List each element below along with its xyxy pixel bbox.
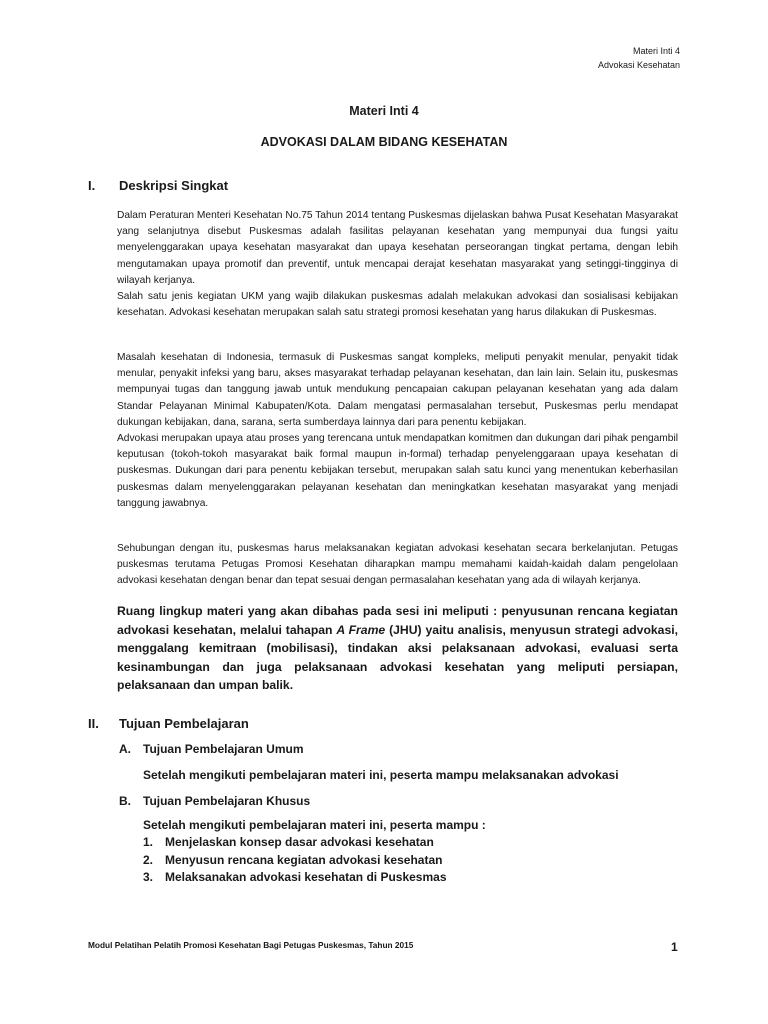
objectives-list [143,835,447,888]
paragraph-2-text: Salah satu jenis kegiatan UKM yang wajib dilakukan puskesmas adalah melakukan advokasi dan sosialisasi kebijakan kesehatan. Advokasi kesehatan merupakan salah satu strategi promosi kesehatan yang harus dilakukan di Puskesmas. [117,291,678,319]
subsection-b-letter: B. [119,794,131,808]
list-item-text: Melaksanakan advokasi kesehatan di Puskesmas [165,870,447,884]
paragraph-5: Sehubungan dengan itu, puskesmas harus melaksanakan kegiatan advokasi kesehatan secara berkelanjutan. Petugas puskesmas terutama Petugas Promosi Kesehatan diharapkan mampu memahami kaidah-kaidah dalam pengelolaan advokasi kesehatan dengan benar dan tepat sesuai dengan permasalahan kesehatan yang ada di wilayah kerjanya. [117,543,678,587]
section-2-number: II. [88,716,99,731]
section-2-title: Tujuan Pembelajaran [119,716,249,731]
paragraph-1 [117,208,678,321]
subsection-b-intro: Setelah mengikuti pembelajaran materi ini, peserta mampu : [143,818,486,832]
document-subtitle: Materi Inti 4 [349,104,419,118]
running-header [598,44,680,72]
scope-text-a: Ruang lingkup materi yang akan dibahas pada sesi ini meliputi : penyusunan rencana kegiatan advokasi kesehatan, melalui tahapan [117,604,678,637]
scope-text-b: (JHU) yaitu analisis, menyusun strategi advokasi, menggalang kemitraan (mobilisasi), tindakan aksi pelaksanaan advokasi, evaluasi serta kesinambungan dan juga pelaksanaan advokasi kesehatan yang meliputi persiapan, pelaksanaan dan umpan balik. [117,622,679,692]
paragraph-3 [117,350,678,512]
list-item-text: Menyusun rencana kegiatan advokasi kesehatan [165,852,443,867]
paragraph-scope [117,602,678,695]
subsection-a-text: Setelah mengikuti pembelajaran materi ini, peserta mampu melaksanakan advokasi [143,768,619,782]
paragraph-1-text: Dalam Peraturan Menteri Kesehatan No.75 Tahun 2014 tentang Puskesmas dijelaskan bahwa Pusat Kesehatan Masyarakat yang selanjutnya disebut Puskesmas adalah fasilitas pelayanan kesehatan yang mempunyai dua fungsi yaitu menyelenggarakan upaya kesehatan masyarakat dan upaya kesehatan perseorangan tingkat pertama, dengan lebih mengutamakan upaya promotif dan preventif, untuk mencapai derajat kesehatan masyarakat yang setinggi-tingginya di wilayah kerjanya. [117,210,678,286]
section-1-number: I. [88,178,96,193]
subsection-a-title: Tujuan Pembelajaran Umum [143,742,304,756]
list-item-text: Menjelaskan konsep dasar advokasi kesehatan [165,835,434,849]
section-1-title: Deskripsi Singkat [119,178,229,193]
list-item [143,870,447,888]
list-item-number: 3. [143,870,154,884]
footer-text: Modul Pelatihan Pelatih Promosi Kesehatan Bagi Petugas Puskesmas, Tahun 2015 [88,940,414,950]
scope-text-em: A Frame [336,622,386,637]
header-line-1: Materi Inti 4 [632,46,680,56]
list-item-number: 1. [143,835,154,849]
list-item [143,835,447,853]
paragraph-4-text: Advokasi merupakan upaya atau proses yang terencana untuk mendapatkan komitmen dan dukungan dari pihak pengambil keputusan (tokoh-tokoh masyarakat baik formal maupun in-formal) terhadap penyelenggaraan upaya kesehatan di puskesmas. Dukungan dari para penentu kebijakan tersebut, merupakan salah satu kunci yang menentukan keberhasilan puskesmas dalam menyelenggarakan pelayanan kesehatan dan meningkatkan kesehatan masyarakat yang menjadi tanggung jawabnya. [117,433,678,509]
list-item-number: 2. [143,852,154,867]
paragraph-3-text: Masalah kesehatan di Indonesia, termasuk di Puskesmas sangat kompleks, meliputi penyakit menular, penyakit tidak menular, penyakit infeksi yang baru, akses masyarakat terhadap pelayanan kesehatan, dan lain lain. Selain itu, puskesmas mempunyai tugas dan tanggung jawab untuk mendukung pencapaian cakupan pelayanan kesehatan yang ada dalam Standar Pelayanan Minimal Kabupaten/Kota. Dalam mengatasi permasalahan tersebut, Puskesmas perlu mendapat dukungan kebijakan, dana, sarana, serta sumberdaya lainnya dari para penentu kebijakan. [117,352,678,428]
subsection-a-letter: A. [119,742,131,756]
list-item [143,853,447,871]
subsection-b-title: Tujuan Pembelajaran Khusus [143,794,311,808]
header-line-2: Advokasi Kesehatan [597,60,680,70]
document-title: ADVOKASI DALAM BIDANG KESEHATAN [260,135,508,149]
page-number: 1 [671,940,678,954]
